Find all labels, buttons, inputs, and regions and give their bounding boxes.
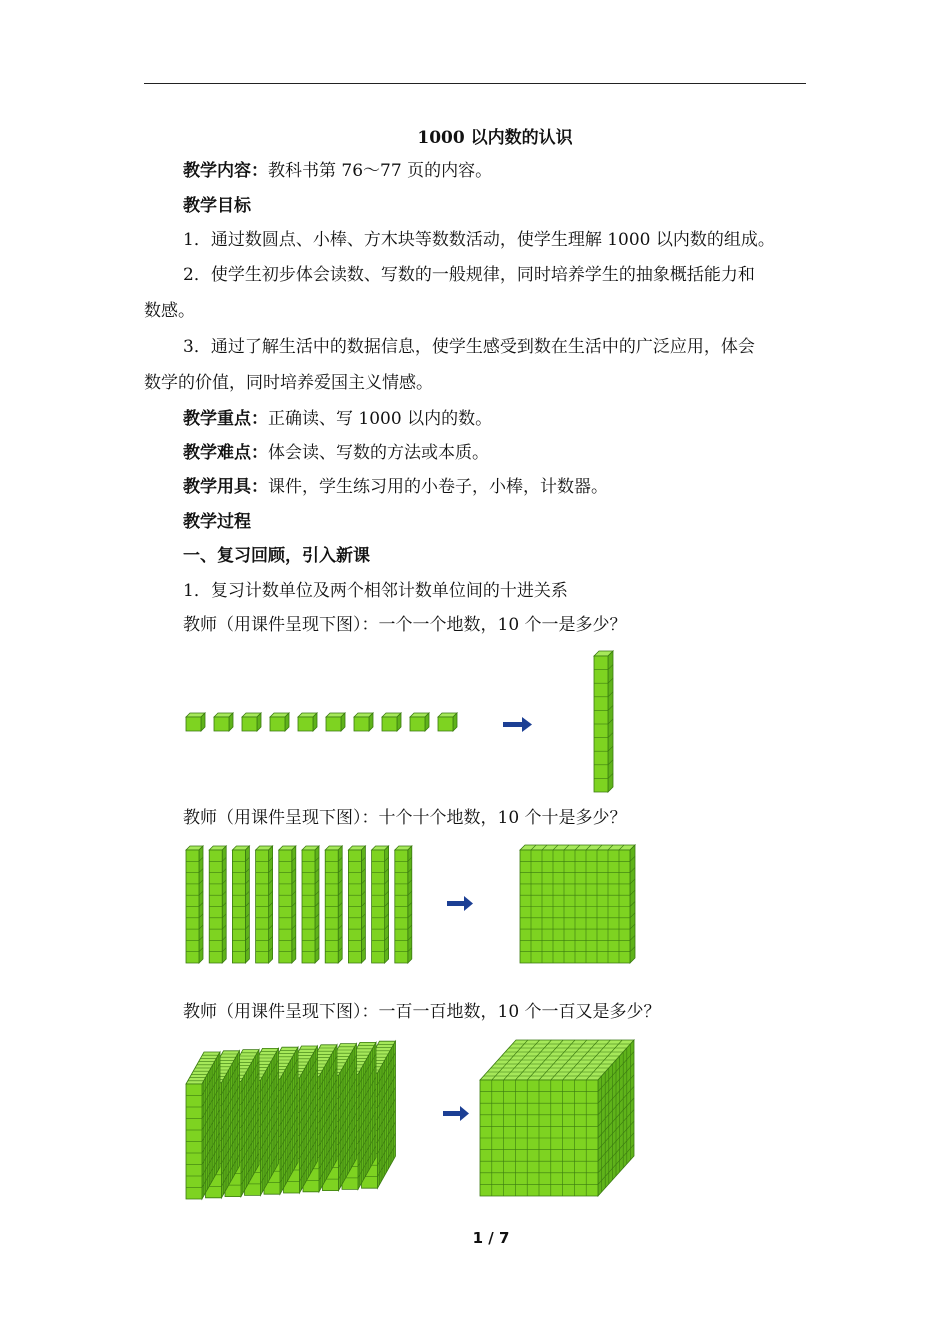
section-1-heading: 一、复习回顾，引入新课 <box>183 546 370 566</box>
header-rule <box>144 83 806 84</box>
ten-rod-icon <box>256 846 273 963</box>
ten-rod-icon <box>232 846 249 963</box>
unit-cube-icon <box>382 713 401 731</box>
content-label: 教学内容： <box>183 161 268 181</box>
goal-2-line-1: 2．使学生初步体会读数、写数的一般规律，同时培养学生的抽象概括能力和 <box>183 265 755 285</box>
arrow-right-icon <box>503 717 532 732</box>
ten-rod-icon <box>279 846 296 963</box>
key-point-text: 正确读、写 1000 以内的数。 <box>268 409 493 429</box>
difficulty-text: 体会读、写数的方法或本质。 <box>268 443 489 463</box>
page-number: 1 / 7 <box>472 1229 510 1247</box>
unit-cube-icon <box>242 713 261 731</box>
ten-rod-icon <box>325 846 342 963</box>
process-heading: 教学过程 <box>183 512 251 532</box>
ten-rods-row <box>186 846 412 963</box>
unit-cubes-row <box>186 713 457 731</box>
teacher-prompt-1: 教师（用课件呈现下图）：一个一个地数，10 个一是多少？ <box>183 615 627 635</box>
content-text: 教科书第 76～77 页的内容。 <box>268 161 493 181</box>
unit-cube-icon <box>438 713 457 731</box>
arrow-right-icon <box>443 1106 469 1121</box>
goal-3-line-1: 3．通过了解生活中的数据信息，使学生感受到数在生活中的广泛应用，体会 <box>183 337 755 357</box>
unit-cube-icon <box>186 713 205 731</box>
arrow-right-icon <box>447 896 473 911</box>
figure-ones-to-ten <box>180 640 640 800</box>
ten-rod-icon <box>302 846 319 963</box>
thousand-cube-icon <box>480 1040 634 1196</box>
tools-text: 课件，学生练习用的小卷子，小棒，计数器。 <box>268 477 608 497</box>
unit-cube-icon <box>270 713 289 731</box>
unit-cube-icon <box>214 713 233 731</box>
figure-tens-to-hundred <box>180 840 650 970</box>
goals-heading: 教学目标 <box>183 196 251 216</box>
unit-cube-icon <box>410 713 429 731</box>
unit-cube-icon <box>354 713 373 731</box>
tools-line <box>183 476 608 498</box>
figure-hundreds-to-thousand <box>180 1034 650 1209</box>
ten-rod-icon <box>209 846 226 963</box>
teacher-prompt-2: 教师（用课件呈现下图）：十个十个地数，10 个十是多少？ <box>183 808 627 828</box>
goal-2-line-2: 数感。 <box>144 301 195 321</box>
key-point-line <box>183 408 492 430</box>
hundred-flats-stack <box>186 1041 396 1199</box>
goal-3-line-2: 数学的价值，同时培养爱国主义情感。 <box>144 373 433 393</box>
unit-cube-icon <box>326 713 345 731</box>
difficulty-line <box>183 442 489 464</box>
teacher-prompt-3: 教师（用课件呈现下图）：一百一百地数，10 个一百又是多少？ <box>183 1002 661 1022</box>
ten-rod-icon <box>395 846 412 963</box>
ten-rod-icon <box>372 846 389 963</box>
difficulty-label: 教学难点： <box>183 443 268 463</box>
item-1: 1．复习计数单位及两个相邻计数单位间的十进关系 <box>183 581 568 601</box>
content-line <box>183 160 492 182</box>
page-title: 1000 以内数的认识 <box>417 128 573 148</box>
key-point-label: 教学重点： <box>183 409 268 429</box>
ten-rod-icon <box>594 651 613 792</box>
hundred-flat-icon <box>520 845 635 963</box>
ten-rod-icon <box>186 846 203 963</box>
unit-cube-icon <box>298 713 317 731</box>
tools-label: 教学用具： <box>183 477 268 497</box>
ten-rod-icon <box>348 846 365 963</box>
goal-1: 1．通过数圆点、小棒、方木块等数数活动，使学生理解 1000 以内数的组成。 <box>183 230 775 250</box>
